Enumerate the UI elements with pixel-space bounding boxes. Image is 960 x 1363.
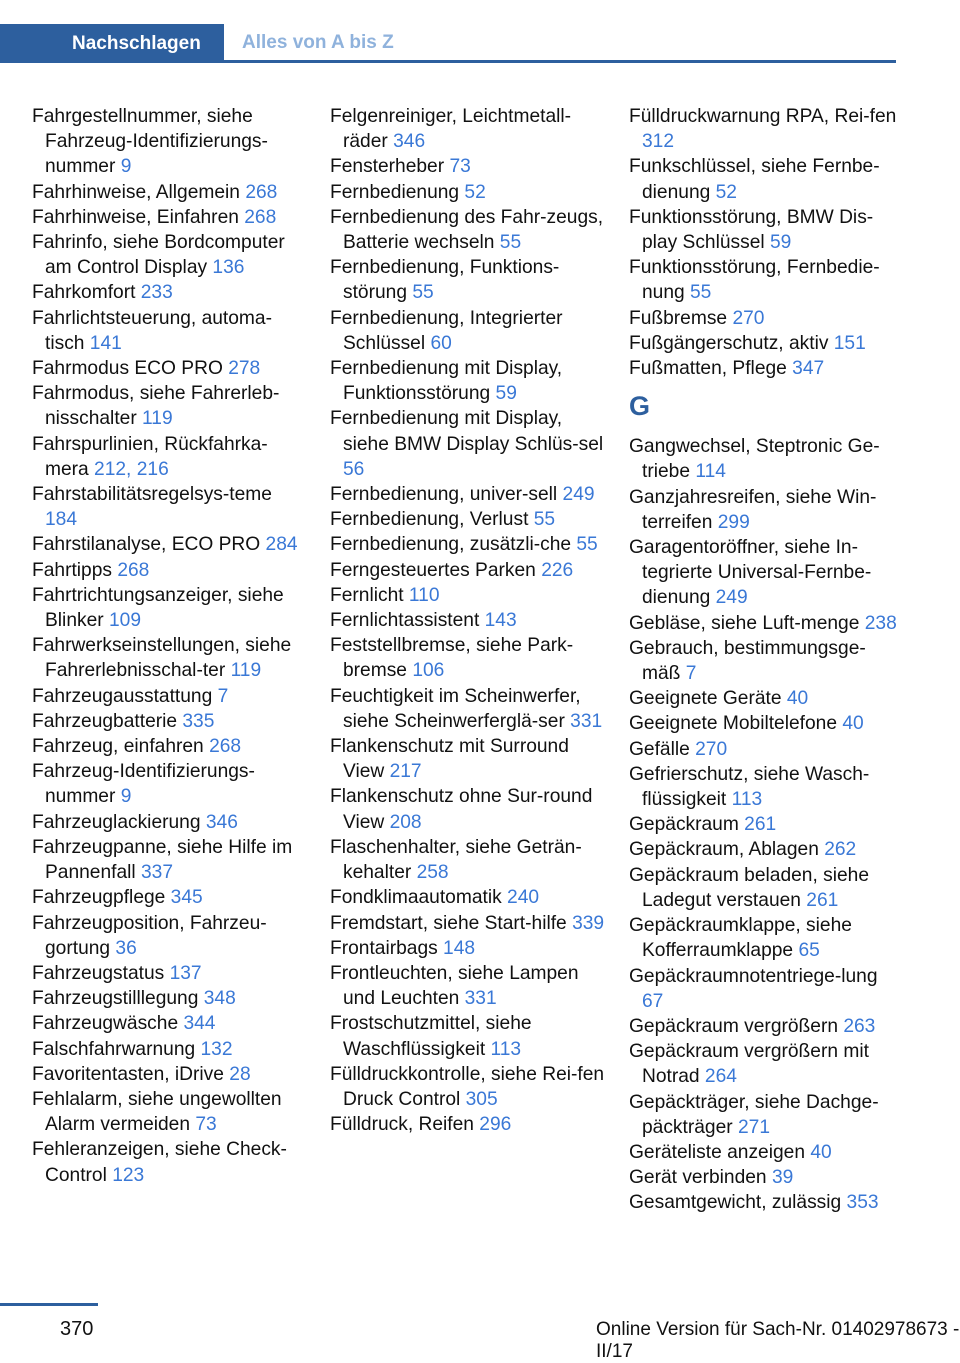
entry-term: Gerät verbinden [629,1167,772,1189]
index-entry [330,180,606,205]
entry-term: Flaschenhalter, siehe Geträn-kehalter [330,836,582,884]
entry-term: Geeignete Geräte [629,688,787,710]
index-entry [32,381,308,431]
index-entry [32,104,308,180]
page-link[interactable]: 148 [443,937,476,959]
page-link[interactable]: 278 [228,358,261,380]
entry-term: Fahrzeugausstattung [32,685,218,707]
page-link[interactable]: 123 [112,1164,145,1186]
entry-term: Fernbedienung mit Display, Funktionsstörung [330,358,563,405]
section-letter-g: G [629,391,651,422]
page-link[interactable]: 261 [744,814,777,836]
index-entry [330,835,606,885]
entry-term: Gepäckraum [629,814,745,836]
entry-term: Fahrgestellnummer, siehe Fahrzeug-Identifizierungs-nummer [32,106,268,178]
page-link[interactable]: 305 [465,1088,498,1110]
index-column-2 [330,104,606,1137]
page-link[interactable]: 67 [642,990,664,1012]
entry-term: Funkschlüssel, siehe Fernbe-dienung [629,156,880,203]
entry-term: Fehleranzeigen, siehe Check-Control [32,1139,287,1186]
page-link[interactable]: 9 [120,156,132,178]
page-link[interactable]: 113 [490,1038,522,1060]
page-link[interactable]: 249 [562,484,595,506]
page-link[interactable]: 136 [212,257,245,279]
index-entry [330,684,606,734]
index-entry [330,104,606,154]
index-entry [629,205,899,255]
entry-term: Fahrzeugpflege [32,887,171,909]
entry-term: Fahrzeugbatterie [32,710,183,732]
index-entry [629,837,899,862]
entry-term: Fahrlichtsteuerung, automa-tisch [32,307,272,354]
index-entry [330,961,606,1011]
page-link[interactable]: 339 [572,912,605,934]
entry-term: Fahrkomfort [32,282,141,304]
entry-term: Fahrspurlinien, Rückfahrka-mera [32,433,268,480]
index-entry [32,432,308,482]
index-entry [32,482,308,532]
entry-term: Geeignete Mobiltelefone [629,713,843,735]
page-link[interactable]: 240 [507,887,540,909]
page-link[interactable]: 55 [576,534,598,556]
index-entry [629,535,899,611]
index-entry [32,532,308,557]
index-group-f [629,104,899,381]
entry-term: Fahrwerkseinstellungen, siehe Fahrerlebnisschal-ter [32,635,292,682]
page-link[interactable]: 132 [200,1038,233,1060]
entry-term: Gefälle [629,738,696,760]
index-entry [330,608,606,633]
index-entry [330,532,606,557]
index-entry [629,485,899,535]
entry-term: Fahrzeug, einfahren [32,736,210,758]
index-entry [330,507,606,532]
entry-term: Gepäckraumklappe, siehe Kofferraumklappe [629,915,852,962]
entry-term: Fußmatten, Pflege [629,358,793,380]
index-entry [330,885,606,910]
entry-term: Fernlichtassistent [330,610,485,632]
page-link[interactable]: 119 [142,408,173,430]
index-entry [32,180,308,205]
index-entry [629,636,899,686]
entry-term: Fahrzeug-Identifizierungs-nummer [32,761,255,808]
index-entry [330,583,606,608]
index-entry [330,306,606,356]
index-entry [32,230,308,280]
entry-term: Fahrzeugposition, Fahrzeu-gortung [32,912,267,959]
page-link[interactable]: 268 [245,181,278,203]
index-entry [32,1137,308,1187]
page-link[interactable]: 344 [183,1013,216,1035]
index-entry [32,810,308,835]
entry-term: Fahrtipps [32,559,118,581]
entry-term: Favoritentasten, iDrive [32,1063,230,1085]
entry-term: Felgenreiniger, Leichtmetall-räder [330,106,572,153]
index-entry [330,255,606,305]
page-link[interactable]: 233 [140,282,173,304]
page-link[interactable]: 347 [792,358,825,380]
entry-term: Fahrstabilitätsregelsys-teme [32,484,272,506]
index-entry [330,936,606,961]
index-entry [32,734,308,759]
index-entry [330,558,606,583]
entry-term: Gepäckraumnotentriege-lung [629,965,878,987]
page-link[interactable]: 73 [449,156,471,178]
page-link[interactable]: 268 [244,206,277,228]
page-link[interactable]: 264 [704,1066,737,1088]
entry-term: Fremdstart, siehe Start-hilfe [330,912,573,934]
page-link[interactable]: 52 [715,181,737,203]
entry-term: Garagentoröffner, siehe In-tegrierte Universal-Fernbe-dienung [629,537,872,609]
entry-term: Geräteliste anzeigen [629,1141,811,1163]
page-link[interactable]: 238 [864,612,897,634]
index-entry [629,154,899,204]
entry-term: Fahrzeugpanne, siehe Hilfe im Pannenfall [32,836,293,884]
index-entry [629,1039,899,1089]
index-column-3 [629,104,899,1216]
index-entry [629,686,899,711]
index-entry [629,104,899,154]
entry-term: Fülldruck, Reifen [330,1114,480,1136]
index-entry [330,154,606,179]
entry-term: Fahrmodus ECO PRO [32,358,229,380]
entry-term: Fahrmodus, siehe Fahrerleb-nisschalter [32,383,280,430]
index-entry [330,911,606,936]
page-link[interactable]: 40 [810,1141,832,1163]
index-entry [32,1062,308,1087]
page-link[interactable]: 55 [533,509,556,531]
index-entry [629,863,899,913]
page-link[interactable]: 119 [230,660,262,682]
page-link[interactable]: 28 [229,1063,251,1085]
page-link[interactable]: 59 [495,383,517,405]
online-version-note: Online Version für Sach-Nr. 01402978673 - II/17 [596,1319,960,1362]
index-entry [629,1165,899,1190]
index-entry [629,964,899,1014]
entry-term: Fernbedienung, Integrierter Schlüssel [330,307,563,354]
page-link[interactable]: 184 [45,509,78,531]
page-link[interactable]: 56 [343,458,365,480]
page-link[interactable]: 39 [771,1167,794,1189]
entry-term: Fahrzeugstatus [32,962,170,984]
page-link[interactable]: 296 [479,1114,512,1136]
entry-term: Gesamtgewicht, zulässig [629,1192,847,1214]
entry-term: Fahrstilanalyse, ECO PRO [32,534,266,556]
page-link[interactable]: 55 [412,282,434,304]
entry-term: Fahrzeugwäsche [32,1013,184,1035]
page-link[interactable]: 335 [182,710,215,732]
index-entry [330,784,606,834]
index-entry [629,356,899,381]
entry-term: Ganzjahresreifen, siehe Win-terreifen [629,486,877,533]
page-link[interactable]: 9 [120,786,132,808]
index-entry [32,759,308,809]
page-link[interactable]: 52 [464,181,486,203]
entry-term: Fernbedienung des Fahr-zeugs, Batterie wechseln [330,206,604,254]
entry-term: Frontairbags [330,937,444,959]
index-entry [330,1112,606,1137]
entry-term: Flankenschutz ohne Sur-round View [330,786,593,833]
index-group-g [629,434,899,1215]
page-link[interactable]: 346 [205,811,238,833]
index-entry [330,734,606,784]
page-link[interactable]: 212, 216 [94,458,169,480]
index-entry [330,406,606,482]
page-link[interactable]: 73 [195,1114,217,1136]
page-link[interactable]: 40 [786,688,809,710]
entry-term: Fahrtrichtungsanzeiger, siehe Blinker [32,584,284,632]
index-entry [330,482,606,507]
entry-term: Funktionsstörung, BMW Dis-play Schlüssel [629,206,874,254]
entry-term: Feststellbremse, siehe Park-bremse [330,635,574,682]
entry-term: Gefrierschutz, siehe Wasch-flüssigkeit [629,763,870,811]
entry-term: Fensterheber [330,156,450,178]
index-entry [32,885,308,910]
entry-term: Fahrhinweise, Allgemein [32,181,246,203]
index-entry [629,434,899,484]
page-link[interactable]: 312 [642,131,675,153]
index-entry [32,356,308,381]
entry-term: Flankenschutz mit Surround View [330,736,569,783]
index-entry [32,633,308,683]
index-entry [32,280,308,305]
page-link[interactable]: 261 [806,889,839,911]
page-link[interactable]: 106 [412,660,445,682]
page-link[interactable]: 346 [393,131,426,153]
entry-term: Ferngesteuertes Parken [330,559,542,581]
page-link[interactable]: 65 [798,940,820,962]
page-link[interactable]: 114 [695,461,726,483]
page-link[interactable]: 331 [570,710,603,732]
page-link[interactable]: 59 [769,232,792,254]
entry-term: Fahrinfo, siehe Bordcomputer am Control Display [32,232,285,279]
entry-term: Fußgängerschutz, aktiv [629,332,834,354]
page-link[interactable]: 345 [170,887,203,909]
entry-term: Gepäckraum beladen, siehe Ladegut verstauen [629,864,869,911]
page-link[interactable]: 113 [731,789,763,811]
page-header [0,24,896,62]
entry-term: Fernbedienung, univer-sell [330,484,563,506]
entry-term: Fahrhinweise, Einfahren [32,206,245,228]
page-link[interactable]: 268 [209,736,242,758]
page-link[interactable]: 143 [484,610,517,632]
index-entry [330,205,606,255]
page-link[interactable]: 270 [732,307,765,329]
index-entry [629,762,899,812]
entry-term: Fernbedienung mit Display, siehe BMW Display Schlüs-sel [330,408,604,455]
page-link[interactable]: 40 [842,713,864,735]
page-link[interactable]: 299 [717,511,750,533]
index-entry [330,1062,606,1112]
page-link[interactable]: 55 [499,232,522,254]
entry-term: Gepäckraum, Ablagen [629,839,825,861]
page-link[interactable]: 337 [141,862,174,884]
page-link[interactable]: 36 [115,937,137,959]
index-entry [629,1140,899,1165]
entry-term: Fehlalarm, siehe ungewollten Alarm vermeiden [32,1088,282,1136]
page-link[interactable]: 270 [695,738,728,760]
entry-term: Fülldruckwarnung RPA, Rei-fen [629,106,897,127]
index-entry [32,961,308,986]
page-link[interactable]: 271 [737,1116,770,1138]
page-link[interactable]: 217 [389,761,422,783]
entry-term: Gangwechsel, Steptronic Ge-triebe [629,436,880,483]
index-entry [629,1014,899,1039]
index-entry [330,633,606,683]
index-entry [32,835,308,885]
entry-term: Gebläse, siehe Luft-menge [629,612,865,634]
index-entry [32,1087,308,1137]
index-entry [629,812,899,837]
page-link[interactable]: 55 [690,282,712,304]
tab-alles-von-a-bis-z[interactable]: Alles von A bis Z [242,32,394,53]
index-column-1 [32,104,308,1188]
index-entry [32,1011,308,1036]
entry-term: Fernbedienung, Verlust [330,509,534,531]
entry-term: Fernbedienung, Funktions-störung [330,257,560,304]
page-link[interactable]: 284 [265,534,298,556]
index-entry [629,1090,899,1140]
index-entry [629,306,899,331]
entry-term: Fahrzeuglackierung [32,811,206,833]
entry-term: Fernbedienung [330,181,465,203]
index-entry [629,331,899,356]
entry-term: Gepäckraum vergrößern [629,1015,844,1037]
index-entry [629,711,899,736]
page-link[interactable]: 268 [117,559,150,581]
page-number: 370 [60,1318,94,1340]
page-link[interactable]: 60 [430,332,452,354]
index-entry [629,611,899,636]
index-entry [629,737,899,762]
entry-term: Fußbremse [629,307,733,329]
page-link[interactable]: 249 [715,587,748,609]
index-entry [32,205,308,230]
page-link[interactable]: 331 [464,988,497,1010]
page-link[interactable]: 137 [169,962,202,984]
index-entry [330,1011,606,1061]
entry-term: Gepäckträger, siehe Dachge-päckträger [629,1091,879,1138]
index-entry [32,558,308,583]
page-link[interactable]: 151 [833,332,866,354]
index-entry [629,913,899,963]
footer-rule [0,1303,98,1306]
page-link[interactable]: 110 [408,584,440,606]
entry-term: Gepäckraum vergrößern mit Notrad [629,1041,869,1088]
entry-term: Frontleuchten, siehe Lampen und Leuchten [330,962,579,1010]
entry-term: Falschfahrwarnung [32,1038,201,1060]
entry-term: Fahrzeugstilllegung [32,988,204,1010]
index-entry [32,911,308,961]
page-link[interactable]: 141 [89,332,122,354]
entry-term: Fernbedienung, zusätzli-che [330,534,577,556]
entry-term: Fondklimaautomatik [330,887,508,909]
entry-term: Fülldruckkontrolle, siehe Rei-fen Druck Control [330,1063,605,1110]
page-link[interactable]: 208 [389,811,422,833]
page-link[interactable]: 109 [108,610,141,632]
page-link[interactable]: 263 [843,1015,876,1037]
page-link[interactable]: 262 [824,839,857,861]
page-link[interactable]: 348 [203,988,236,1010]
page-link[interactable]: 226 [541,559,574,581]
page-link[interactable]: 7 [217,685,229,707]
index-entry [32,709,308,734]
entry-term: Fernlicht [330,584,409,606]
page-link[interactable]: 7 [685,663,697,685]
index-entry [32,986,308,1011]
entry-term: Feuchtigkeit im Scheinwerfer, siehe Scheinwerferglä-ser [330,685,581,732]
index-entry [629,255,899,305]
index-entry [32,306,308,356]
index-entry [629,1190,899,1215]
tab-nachschlagen[interactable]: Nachschlagen [0,24,224,63]
entry-term: Frostschutzmittel, siehe Waschflüssigkeit [330,1013,532,1060]
index-entry [32,583,308,633]
index-entry [32,684,308,709]
page-link[interactable]: 258 [416,862,449,884]
page-link[interactable]: 353 [846,1192,879,1214]
index-entry [32,1037,308,1062]
entry-term: Funktionsstörung, Fernbedie-nung [629,257,880,304]
index-entry [330,356,606,406]
entry-term: Gebrauch, bestimmungsge-mäß [629,637,866,685]
